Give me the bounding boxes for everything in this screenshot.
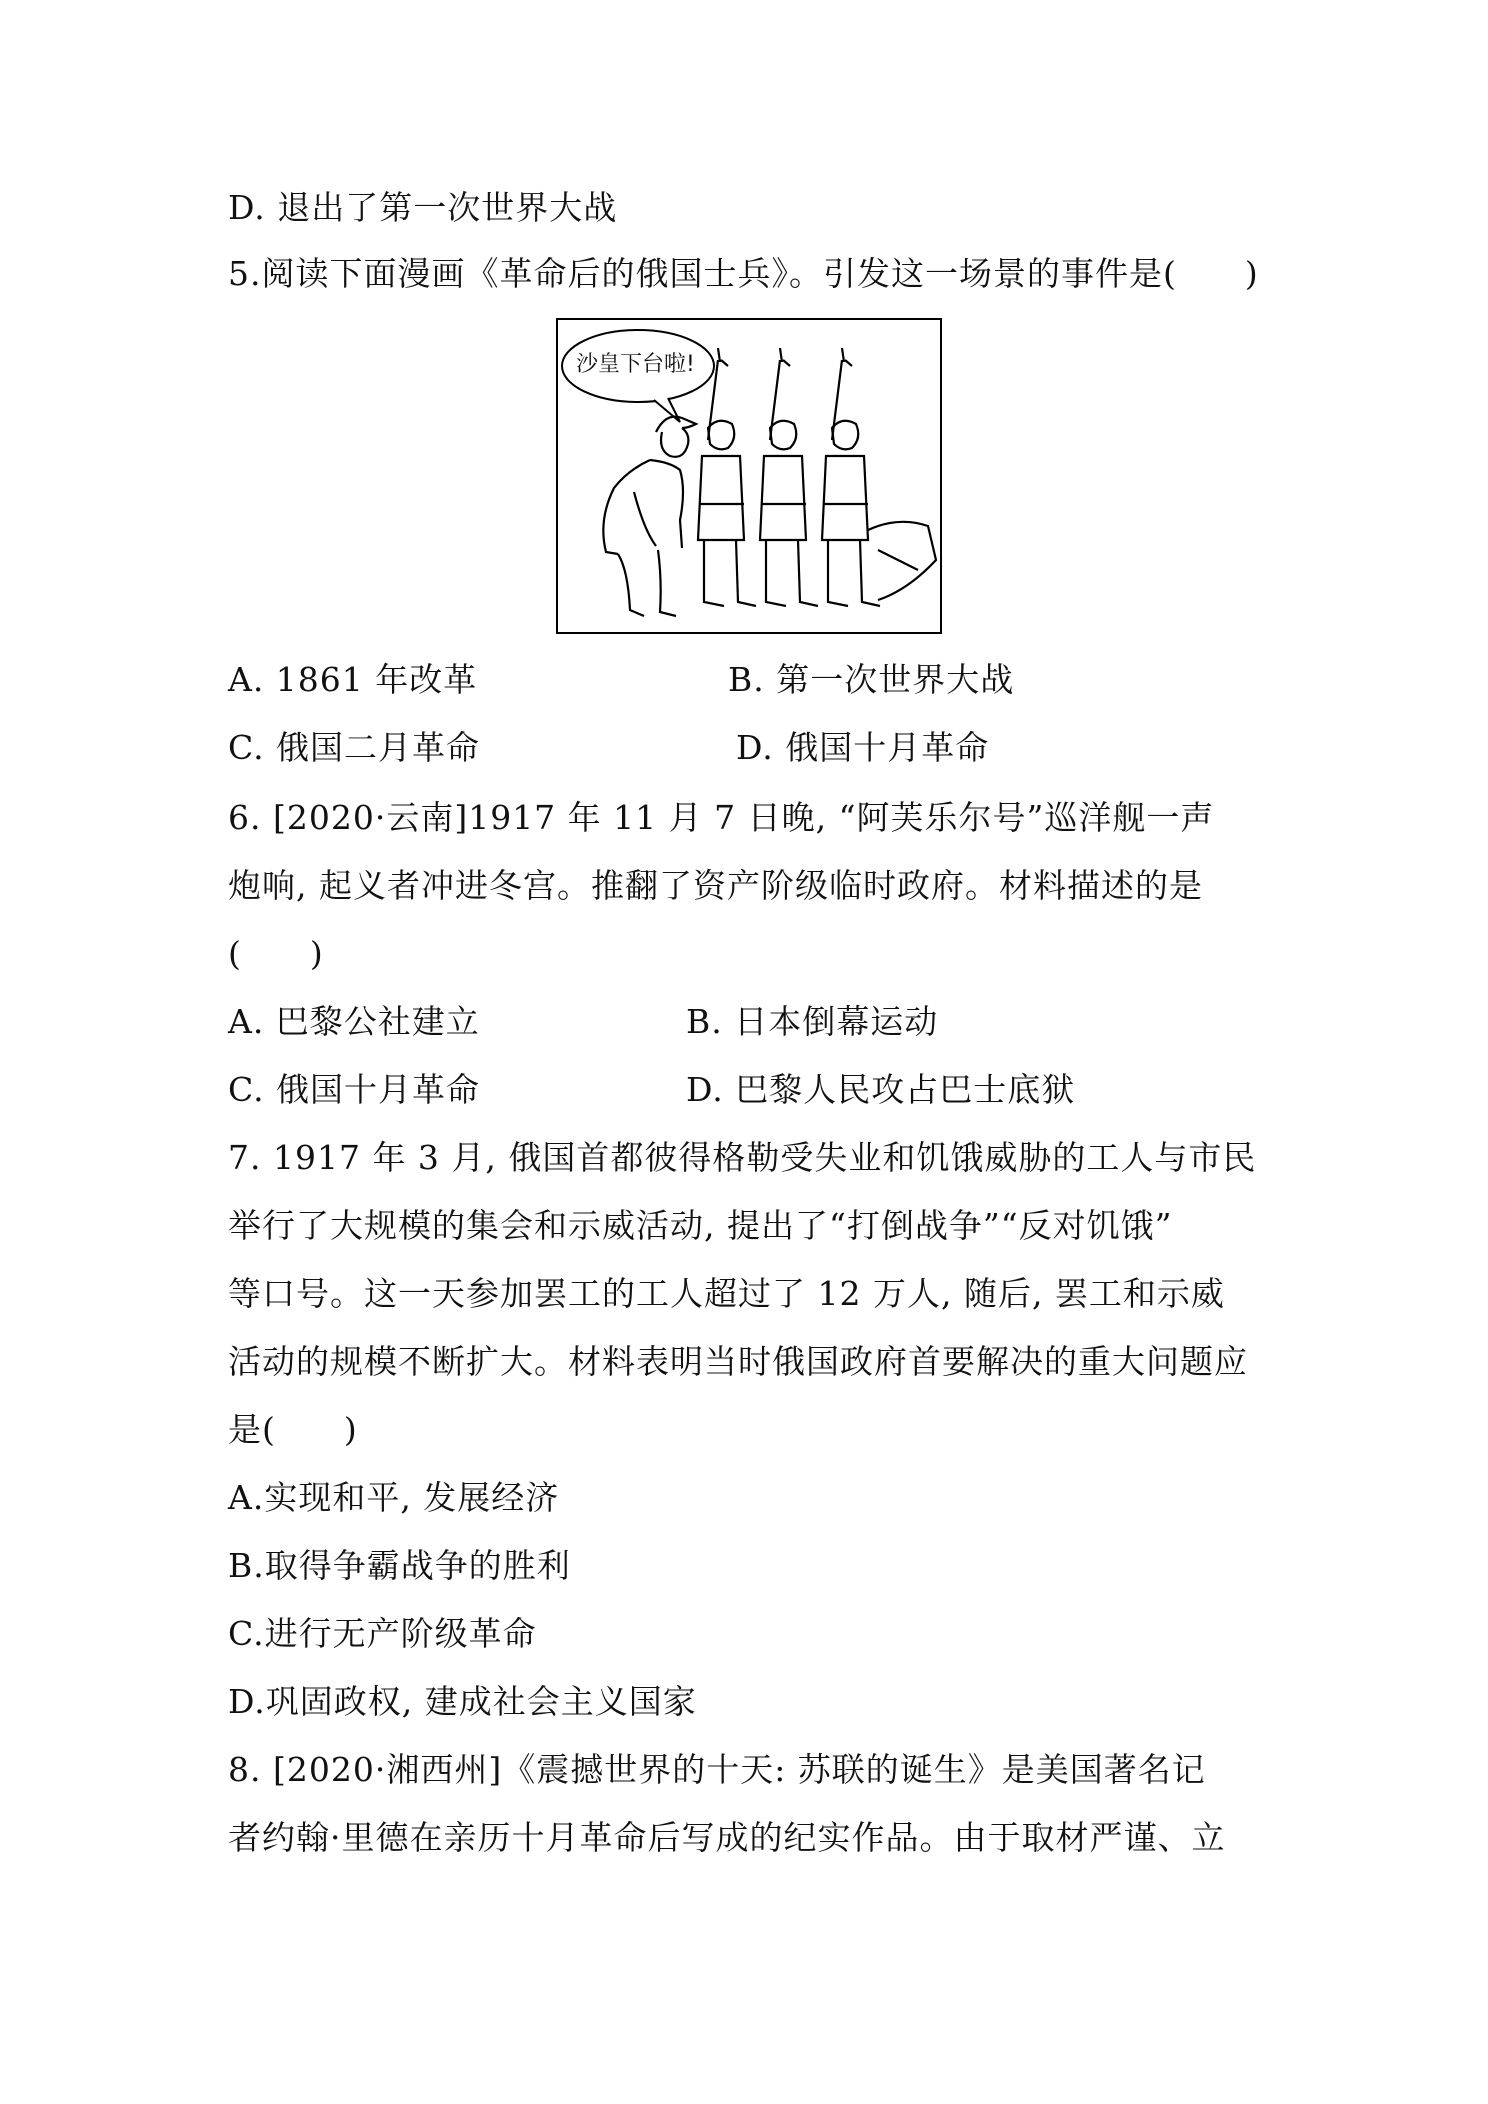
q5-option-a: A. 1861 年改革 xyxy=(228,660,478,699)
q5-option-b: B. 第一次世界大战 xyxy=(728,660,1015,699)
q7-stem-line3: 等口号。这一天参加罢工的工人超过了 12 万人, 随后, 罢工和示威 xyxy=(228,1274,1225,1313)
q5-stem: 5.阅读下面漫画《革命后的俄国士兵》。引发这一场景的事件是( ) xyxy=(228,254,1259,293)
q7-option-c: C.进行无产阶级革命 xyxy=(228,1614,537,1653)
q6-option-a: A. 巴黎公社建立 xyxy=(228,1002,480,1041)
q7-stem-line2: 举行了大规模的集会和示威活动, 提出了“打倒战争”“反对饥饿” xyxy=(228,1206,1173,1245)
q6-stem-line2: 炮响, 起义者冲进冬宫。推翻了资产阶级临时政府。材料描述的是 xyxy=(228,866,1203,905)
q7-stem-line5: 是( ) xyxy=(228,1410,358,1449)
q6-option-b: B. 日本倒幕运动 xyxy=(686,1002,939,1041)
q7-stem-line4: 活动的规模不断扩大。材料表明当时俄国政府首要解决的重大问题应 xyxy=(228,1342,1248,1381)
q5-cartoon xyxy=(556,318,942,634)
q4-option-d: D. 退出了第一次世界大战 xyxy=(228,188,618,227)
q7-option-b: B.取得争霸战争的胜利 xyxy=(228,1546,571,1585)
q6-option-d: D. 巴黎人民攻占巴士底狱 xyxy=(686,1070,1076,1109)
q8-stem-line1: 8. [2020·湘西州]《震撼世界的十天: 苏联的诞生》是美国著名记 xyxy=(228,1750,1206,1789)
q6-stem-line1: 6. [2020·云南]1917 年 11 月 7 日晚, “阿芙乐尔号”巡洋舰一声 xyxy=(228,798,1215,837)
q7-option-d: D.巩固政权, 建成社会主义国家 xyxy=(228,1682,697,1721)
q6-stem-line3: ( ) xyxy=(228,934,324,973)
q8-stem-line2: 者约翰·里德在亲历十月革命后写成的纪实作品。由于取材严谨、立 xyxy=(228,1818,1226,1857)
q7-option-a: A.实现和平, 发展经济 xyxy=(228,1478,560,1517)
q5-option-d: D. 俄国十月革命 xyxy=(736,728,990,767)
q6-option-c: C. 俄国十月革命 xyxy=(228,1070,481,1109)
q7-stem-line1: 7. 1917 年 3 月, 俄国首都彼得格勒受失业和饥饿威胁的工人与市民 xyxy=(228,1138,1257,1177)
q5-option-c: C. 俄国二月革命 xyxy=(228,728,481,767)
speech-bubble-text: 沙皇下台啦! xyxy=(576,352,695,377)
